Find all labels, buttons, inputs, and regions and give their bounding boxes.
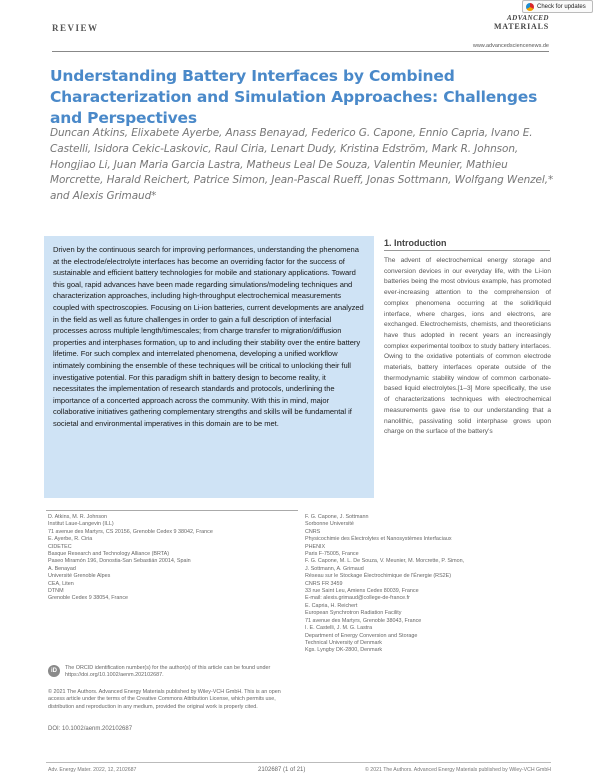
footer-citation: Adv. Energy Mater. 2022, 12, 2102687 — [48, 767, 137, 773]
affiliation-left-line: A. Benayad — [48, 565, 76, 572]
abstract-text: Driven by the continuous search for improving performances, understanding the phenomena at the electrode/electrolyte interfaces has become an overriding factor for the success of sustainable and efficient battery technologies for mobile and stationary applications. Toward this goal, rapid advances have been made regarding simulations/modeling techniques and characterization approaches, including high-throughput electrochemical measurements coupled with spectroscopies. Focusing on Li-ion batteries, current developments are analyzed in the field as well as future challenges in order to gain a full description of interfacial processes across multiple length/timescales; from charge transfer to migration/diffusion properties and interphases formation, up to and including their stability over the entire battery lifetime. For such complex and interrelated phenomena, developing a unified workflow intimately combining the ensemble of these techniques will be critical to unlocking their full investigative potential. For this paradigm shift in battery design to become reality, it necessitates the implementation of research standards and protocols, underlining the importance of a concerted approach across the community. With this in mind, major collaborative initiatives gathering complementary strengths and skills will be fundamental if societal and environmental imperatives in this domain are to be met. — [53, 245, 364, 428]
affiliation-right-line: European Synchrotron Radiation Facility — [305, 610, 402, 617]
article-title: Understanding Battery Interfaces by Combined Characterization and Simulation Approaches: Challenges and Perspectives — [50, 67, 538, 127]
footer-page-number: 2102687 (1 of 21) — [258, 767, 306, 773]
doi-link[interactable]: DOI: 10.1002/aenm.202102687 — [48, 726, 133, 732]
affiliation-right-line: Paris F-75005, France — [305, 551, 359, 558]
affiliation-right-line: Kgs. Lyngby DK-2800, Denmark — [305, 647, 383, 654]
affiliations-divider — [46, 510, 298, 511]
affiliation-right-line: Réseau sur le Stockage Électrochimique de l'Énergie (RS2E) — [305, 573, 452, 580]
journal-url[interactable]: www.advancedsciencenews.de — [472, 43, 549, 49]
journal-logo-top: ADVANCED — [507, 14, 549, 22]
affiliation-left-line: Institut Laue-Langevin (ILL) — [48, 521, 114, 528]
intro-divider — [384, 250, 550, 251]
affiliation-left-line: CIDETEC — [48, 543, 72, 550]
affiliation-left-line: Basque Research and Technology Alliance (BRTA) — [48, 551, 170, 558]
affiliation-left-line: E. Ayerbe, R. Ciria — [48, 536, 93, 543]
affiliation-right-line: F. G. Capone, M. L. De Souza, V. Meunier, M. Morcrette, P. Simon, — [305, 558, 465, 565]
affiliation-left-line: CEA, Liten — [48, 580, 74, 587]
affiliation-left-line: D. Atkins, M. R. Johnson — [48, 514, 108, 520]
affiliation-right-line: 33 rue Saint Leu, Amiens Cedex 80039, France — [305, 588, 419, 595]
section-label: REVIEW — [52, 23, 99, 33]
affiliation-left-line: 71 avenue des Martyrs, CS 20156, Grenoble Cedex 9 38042, France — [48, 528, 213, 535]
affiliation-right-line[interactable]: E-mail: alexis.grimaud@college-de-france.fr — [305, 595, 410, 602]
journal-logo — [494, 14, 549, 31]
journal-logo-main: MATERIALS — [493, 22, 549, 31]
check-for-updates-badge[interactable] — [522, 0, 593, 13]
affiliations-left — [48, 514, 298, 603]
affiliation-right-line: PHENIX — [305, 543, 326, 550]
footer-copyright: © 2021 The Authors. Advanced Energy Materials published by Wiley-VCH GmbH — [365, 767, 551, 773]
affiliation-right-line: E. Capria, H. Reichert — [305, 602, 358, 609]
affiliation-right-line: 71 avenue des Martyrs, Grenoble 38043, France — [305, 617, 422, 624]
affiliation-right-line: CNRS FR 3459 — [305, 580, 343, 587]
affiliations-right — [305, 514, 550, 655]
orcid-note — [48, 665, 298, 680]
affiliation-right-line: CNRS — [305, 528, 321, 535]
affiliation-right-line: Department of Energy Conversion and Storage — [305, 632, 418, 639]
orcid-icon: iD — [48, 665, 60, 677]
abstract-box — [44, 236, 374, 498]
license-text: © 2021 The Authors. Advanced Energy Materials published by Wiley-VCH GmbH. This is an open access article under the terms of the Creative Commons Attribution License, which permits use, distribution and reproduction in any medium, provided the original work is properly cited. — [48, 689, 281, 710]
affiliation-right-line: Physicochimie des Électrolytes et Nanosystèmes Interfaciaux — [305, 536, 452, 543]
footer-divider — [46, 762, 551, 763]
check-for-updates-label: Check for updates — [537, 3, 586, 10]
affiliation-left-line: Université Grenoble Alpes — [48, 573, 111, 580]
header-divider — [52, 51, 549, 52]
affiliation-left-line: Grenoble Cedex 9 38054, France — [48, 595, 129, 602]
affiliation-left-line: Paseo Miramón 196, Donostia-San Sebastián 20014, Spain — [48, 558, 191, 565]
orcid-text[interactable]: The ORCID identification number(s) for the author(s) of this article can be found under https://doi.org/10.1002/aenm.202102687. — [65, 665, 271, 679]
affiliation-right-line: Sorbonne Université — [305, 521, 354, 528]
affiliation-left-line: DTNM — [48, 588, 64, 595]
introduction-text: The advent of electrochemical energy storage and conversion devices in our everyday life, with the Li-ion batteries being the most obvious example, has promoted ever-increasing attention to the comprehension of complex phenomena occurring at the solid/liquid interface, where charges, ions and electrons, are exchanged. Electrochemists, chemists, and theoreticians have thus adopted in recent years an increasingly complex experimental toolbox to study battery interfaces. Owing to the oxidative potentials of common electrode materials, battery interfaces operate outside of the thermodynamic stability window of common carbonate-based liquid electrolytes.[1–3] More specifically, the use of characterizations techniques with electrochemical measurements gave rise to our understanding that a nanolithic, passivating solid interphase grows upon charge on the surface of the battery's — [384, 257, 551, 436]
affiliation-right-line: I. E. Castelli, J. M. G. Lastra — [305, 625, 373, 632]
author-list: Duncan Atkins, Elixabete Ayerbe, Anass Benayad, Federico G. Capone, Ennio Capria, Ivano E. Castelli, Isidora Cekic-Laskovic, Raul Ciria, Lenart Dudy, Kristina Edström, Mark R. Johnson, Hongjiao Li, Juan Maria Garcia Lastra, Matheus Leal De Souza, Valentin Meunier, Mathieu Morcrette, Harald Reichert, Patrice Simon, Jean-Pascal Rueff, Jonas Sottmann, Wolfgang Wenzel,* and Alexis Grimaud* — [50, 127, 554, 203]
section-heading-introduction: 1. Introduction — [384, 238, 447, 248]
affiliation-right-line: Technical University of Denmark — [305, 639, 382, 646]
affiliation-right-line: J. Sottmann, A. Grimaud — [305, 565, 364, 572]
affiliation-right-line: F. G. Capone, J. Sottmann — [305, 514, 369, 520]
crossmark-icon — [526, 3, 534, 11]
